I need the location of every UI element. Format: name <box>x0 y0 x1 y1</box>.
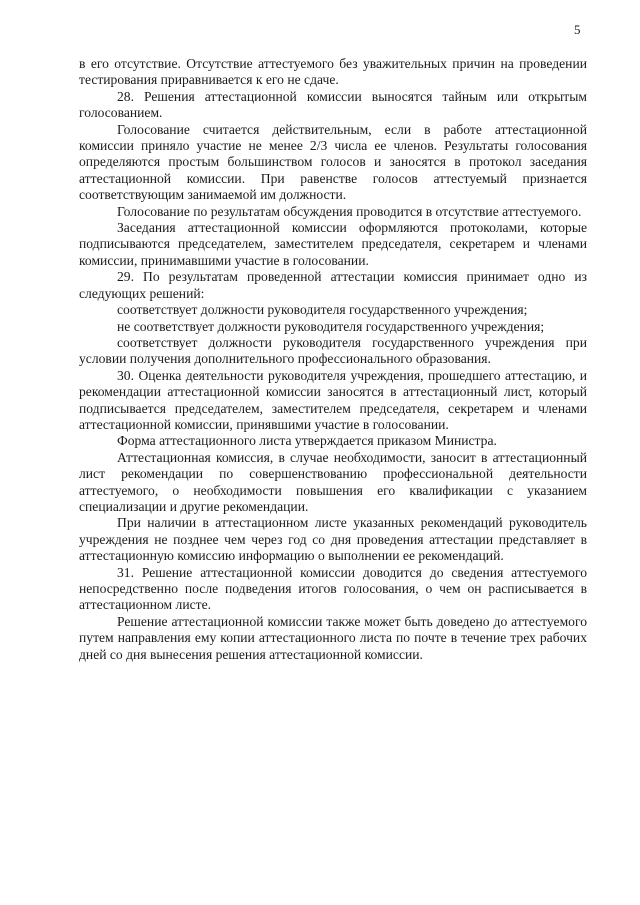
paragraph-protocols: Заседания аттестационной комиссии оформляются протоколами, которые подписываются председателем, заместителем председателя, секретарем и членами комиссии, принимавшими участие в голосовании. <box>79 220 587 268</box>
paragraph-30: 30. Оценка деятельности руководителя учреждения, прошедшего аттестацию, и рекомендации аттестационной комиссии заносятся в аттестационный лист, который подписывается председателем, заместителем председателя, секретарем и членами аттестационной комиссии, принявшими участие в голосовании. <box>79 367 587 432</box>
paragraph-31: 31. Решение аттестационной комиссии доводится до сведения аттестуемого непосредственно после подведения итогов голосования, о чем он расписывается в аттестационном листе. <box>79 564 587 613</box>
paragraph-form-approval: Форма аттестационного листа утверждается приказом Министра. <box>117 433 497 449</box>
paragraph-voting-absence: Голосование по результатам обсуждения проводится в отсутствие аттестуемого. <box>117 203 582 219</box>
paragraph-continuation: в его отсутствие. Отсутствие аттестуемого без уважительных причин на проведении тестирования приравнивается к его не сдаче. <box>79 56 587 88</box>
paragraph-recommendations: Аттестационная комиссия, в случае необходимости, заносит в аттестационный лист рекомендации по совершенствованию профессиональной деятельности аттестуемого, о необходимости повышения его квалификации с указанием специализации и другие рекомендации. <box>79 449 587 514</box>
paragraph-recommendations-followup: При наличии в аттестационном листе указанных рекомендаций руководитель учреждения не позднее чем через год со дня проведения аттестации представляет в аттестационную комиссию информацию о выполнении ее рекомендаций. <box>79 515 587 564</box>
decision-option-conditional: соответствует должности руководителя государственного учреждения при условии получения дополнительного профессионального образования. <box>79 334 587 367</box>
paragraph-28: 28. Решения аттестационной комиссии выносятся тайным или открытым голосованием. <box>79 88 587 121</box>
paragraph-29: 29. По результатам проведенной аттестации комиссия принимает одно из следующих решений: <box>79 269 587 301</box>
paragraph-voting-validity: Голосование считается действительным, если в работе аттестационной комиссии приняло участие не менее 2/3 числа ее членов. Результаты голосования определяются простым большинством голосов и заносятся в протокол заседания аттестационной комиссии. При равенстве голосов аттестуемый признается соответствующим занимаемой им должности. <box>79 121 587 203</box>
decision-option-noncompliant: не соответствует должности руководителя государственного учреждения; <box>117 318 545 334</box>
document-body <box>79 56 587 663</box>
decision-option-compliant: соответствует должности руководителя государственного учреждения; <box>117 302 528 318</box>
page-number: 5 <box>574 22 581 37</box>
paragraph-mail-delivery: Решение аттестационной комиссии также может быть доведено до аттестуемого путем направления ему копии аттестационного листа по почте в течение трех рабочих дней со дня вынесения решения аттестационной комиссии. <box>79 613 587 662</box>
